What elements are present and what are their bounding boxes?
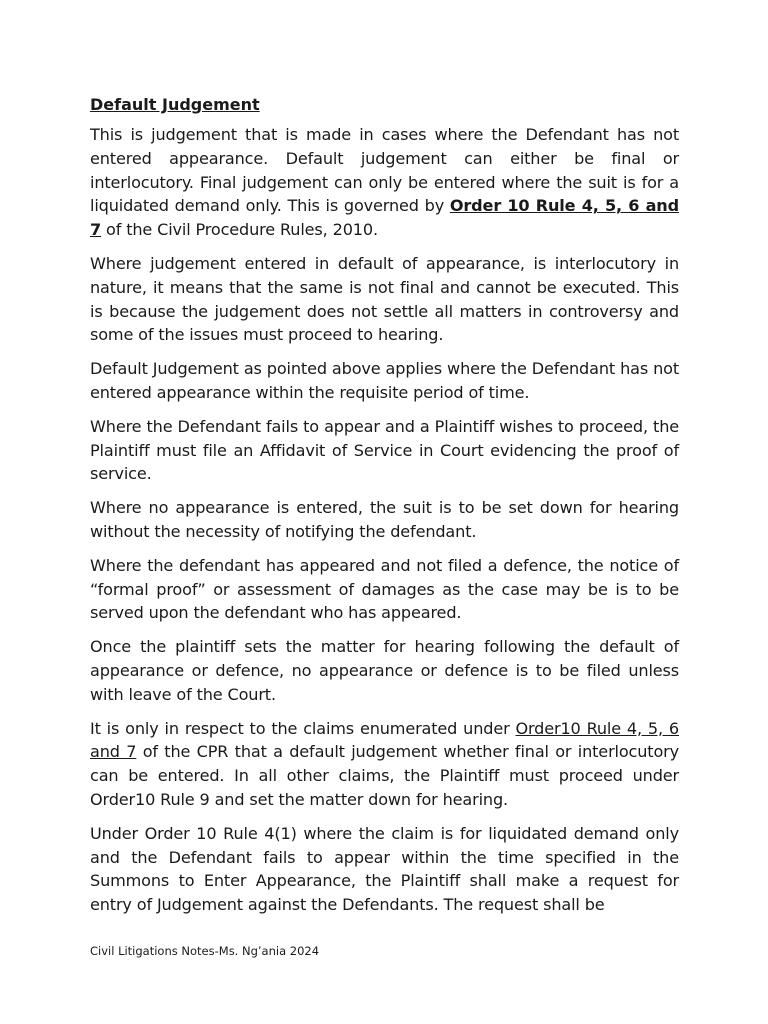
text-segment: Once the plaintiff sets the matter for hearing following the default of appearance or defence, no appearance or defence is to be filed unless with leave of the Court. (90, 637, 679, 704)
paragraph (90, 717, 679, 812)
text-segment: of the CPR that a default judgement whether final or interlocutory can be entered. In all other claims, the Plaintiff must proceed under Order10 Rule 9 and set the matter down for hearing. (90, 742, 679, 809)
text-segment: Default Judgement as pointed above applies where the Defendant has not entered appearance within the requisite period of time. (90, 359, 679, 402)
paragraph (90, 554, 679, 625)
text-segment: It is only in respect to the claims enumerated under (90, 718, 516, 738)
rule-reference: Order10 Rule 4, 5, 6 and 7 (90, 718, 679, 762)
text-segment: Under Order 10 Rule 4(1) where the claim is for liquidated demand only and the Defendant fails to appear within the time specified in the Summons to Enter Appearance, the Plaintiff shall make a request for entry of Judgement against the Defendants. The request shall be (90, 823, 679, 915)
paragraph (90, 415, 679, 486)
document-page (90, 93, 679, 927)
section-heading: Default Judgement (90, 95, 260, 114)
rule-reference: Order 10 Rule 4, 5, 6 and 7 (90, 196, 679, 240)
text-segment: Where judgement entered in default of appearance, is interlocutory in nature, it means that the same is not final and cannot be executed. This is because the judgement does not settle all matters in controversy and some of the issues must proceed to hearing. (90, 253, 679, 345)
paragraph (90, 252, 679, 347)
paragraph (90, 822, 679, 917)
paragraph (90, 123, 679, 242)
paragraph (90, 635, 679, 706)
text-segment: Where no appearance is entered, the suit is to be set down for hearing without the necessity of notifying the defendant. (90, 498, 679, 541)
text-segment: Where the Defendant fails to appear and a Plaintiff wishes to proceed, the Plaintiff must file an Affidavit of Service in Court evidencing the proof of service. (90, 416, 679, 484)
text-segment: Where the defendant has appeared and not filed a defence, the notice of “formal proof” or assessment of damages as the case may be is to be served upon the defendant who has appeared. (90, 555, 679, 623)
paragraph (90, 496, 679, 544)
paragraph (90, 357, 679, 405)
text-segment: This is judgement that is made in cases where the Defendant has not entered appearance. Default judgement can either be final or interlocutory. Final judgement can only be entered where the suit is for a liquidated demand only. This is governed by (90, 125, 679, 216)
text-segment: of the Civil Procedure Rules, 2010. (101, 220, 378, 240)
page-footer: Civil Litigations Notes-Ms. Ng’ania 2024 (90, 944, 320, 958)
